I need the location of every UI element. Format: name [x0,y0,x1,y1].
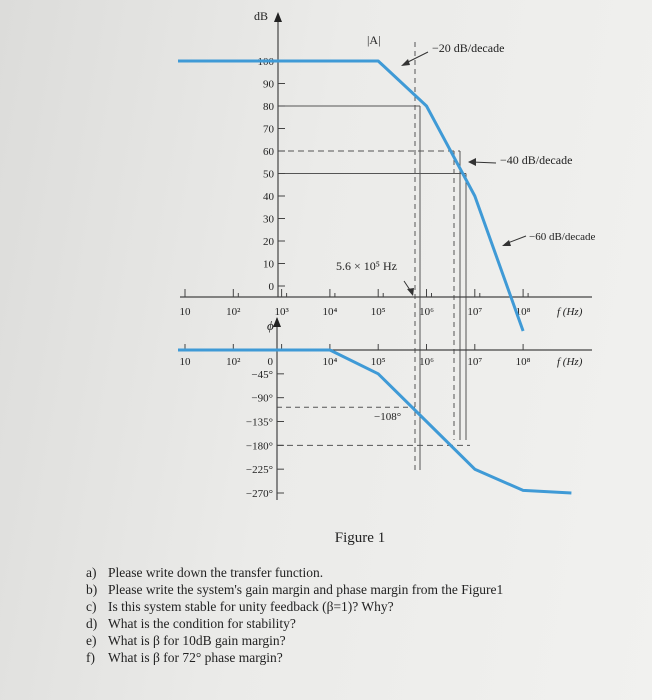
phase-x-tick-label: 10² [226,356,241,368]
phase-y-tick-label: −270° [245,488,273,500]
annotation-phase: −108° [374,411,402,423]
slope-arrowhead-40 [468,158,476,166]
mag-y-tick-label: 90 [263,78,274,91]
mag-y-arrow [274,12,282,22]
phase-x-tick-label: 10⁷ [467,356,483,368]
mag-axis-label: dB [254,9,269,23]
mag-x-tick-label: 10⁷ [467,306,483,318]
phase-y-tick-label: 0 [267,356,273,368]
mag-y-tick-label: 0 [268,281,274,293]
question-list [86,564,646,666]
phase-y-tick-label: −180° [245,440,273,453]
slope-label-20: −20 dB/decade [432,41,505,55]
phase-y-tick-label: −135° [245,416,273,429]
mag-x-tick-label: 10⁴ [322,306,338,318]
phase-y-tick-label: −45° [251,368,273,381]
mag-x-tick-label: 10² [226,306,241,318]
mag-y-tick-label: 30 [263,213,274,226]
mag-y-tick-label: 100 [257,56,274,68]
question-e: e) What is β for 10dB gain margin? [86,633,286,648]
mag-y-tick-label: 50 [263,168,274,181]
question-b: b) Please write the system's gain margin and phase margin from the Figure1 [86,582,504,597]
mag-y-tick-label: 10 [263,258,274,271]
question-c: c) Is this system stable for unity feedback (β=1)? Why? [86,599,394,614]
annotation-frequency: 5.6 × 10⁵ Hz [336,259,397,273]
phase-axis-label: ϕ [267,318,274,333]
slope-label-60: −60 dB/decade [529,231,596,243]
mag-y-tick-label: 20 [263,236,274,248]
mag-y-tick-label: 40 [263,191,274,203]
phase-y-tick-label: −90° [251,392,273,405]
mag-y-tick-label: 60 [263,146,274,158]
phase-x-tick-label: 10⁸ [515,356,531,368]
phase-y-tick-label: −225° [245,464,273,477]
mag-x-axis-label: f (Hz) [557,306,583,318]
phase-y-arrow [273,317,281,327]
magnitude-curve [178,61,523,331]
mag-y-tick-label: 80 [263,101,274,113]
mag-y-tick-label: 70 [263,123,274,136]
mag-x-tick-label: 10 [179,306,191,318]
slope-arrowhead-60 [502,240,511,246]
question-f: f) What is β for 72° phase margin? [86,650,283,665]
phase-x-tick-label: 10⁶ [419,356,434,368]
mag-x-tick-label: 10³ [274,306,289,318]
figure-caption: Figure 1 [334,530,386,546]
mag-x-tick-label: 10⁶ [419,306,434,318]
mag-x-tick-label: 10⁸ [515,306,531,318]
slope-arrowhead-20 [401,59,410,66]
frequency-arrowhead [407,288,414,296]
slope-label-40: −40 dB/decade [500,153,573,167]
phase-x-axis-label: f (Hz) [557,356,583,368]
magnitude-curve-label: |A| [367,33,381,47]
mag-x-tick-label: 10⁵ [370,306,386,318]
question-a: a) Please write down the transfer function. [86,565,324,580]
question-d: d) What is the condition for stability? [86,616,296,631]
phase-x-tick-label: 10⁴ [322,356,338,368]
phase-x-tick-label: 10 [179,356,191,368]
phase-x-tick-label: 10⁵ [370,356,386,368]
